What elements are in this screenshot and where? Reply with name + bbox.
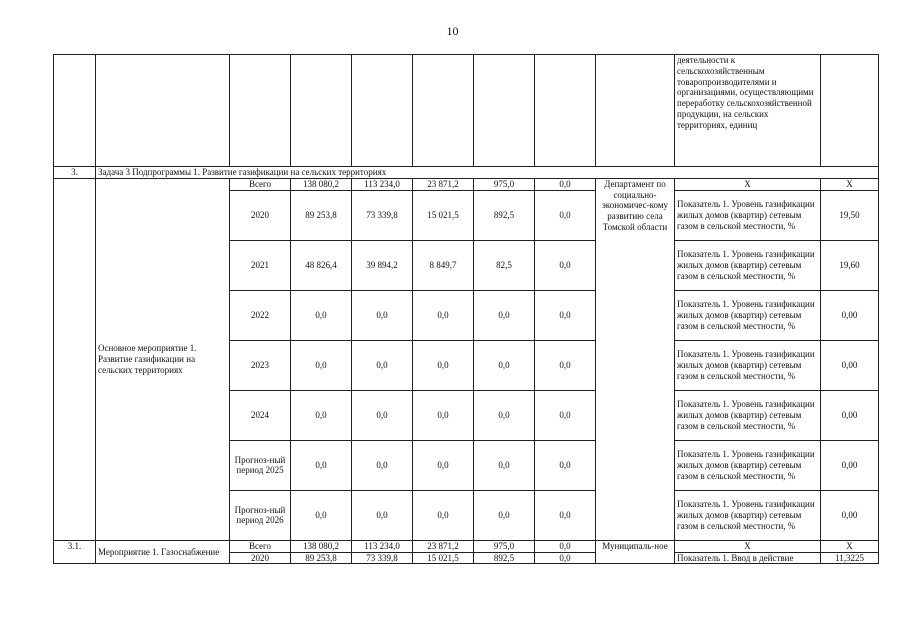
table-row — [54, 540, 879, 552]
federal-cell: 39 894,2 — [352, 240, 413, 290]
value-cell: 19,50 — [821, 190, 879, 240]
value-cell: 0,00 — [821, 290, 879, 340]
local-cell: 0,0 — [474, 390, 535, 440]
regional-cell: 0,0 — [413, 440, 474, 490]
task-row — [54, 167, 879, 179]
period-cell: Прогноз-ный период 2026 — [230, 490, 291, 540]
value-cell: 0,00 — [821, 390, 879, 440]
local-cell: 0,0 — [474, 290, 535, 340]
extra-cell: 0,0 — [535, 490, 596, 540]
period-cell: 2022 — [230, 290, 291, 340]
continuation-row — [54, 55, 879, 167]
regional-cell: 23 871,2 — [413, 178, 474, 190]
federal-cell: 0,0 — [352, 290, 413, 340]
federal-cell: 0,0 — [352, 340, 413, 390]
cell — [291, 55, 352, 167]
regional-cell: 23 871,2 — [413, 540, 474, 552]
extra-cell: 0,0 — [535, 340, 596, 390]
federal-cell: 0,0 — [352, 390, 413, 440]
extra-cell: 0,0 — [535, 190, 596, 240]
cell — [54, 178, 96, 540]
local-cell: 975,0 — [474, 178, 535, 190]
period-cell: 2021 — [230, 240, 291, 290]
extra-cell: 0,0 — [535, 178, 596, 190]
program-table — [53, 54, 879, 564]
period-cell: Всего — [230, 540, 291, 552]
extra-cell: 0,0 — [535, 390, 596, 440]
value-cell: 11,3225 — [821, 552, 879, 564]
federal-cell: 0,0 — [352, 440, 413, 490]
event-name: Мероприятие 1. Газоснабжение — [96, 540, 230, 564]
local-cell: 892,5 — [474, 190, 535, 240]
total-cell: 0,0 — [291, 490, 352, 540]
regional-cell: 0,0 — [413, 290, 474, 340]
total-cell: 89 253,8 — [291, 190, 352, 240]
total-cell: 0,0 — [291, 440, 352, 490]
value-cell: Х — [821, 540, 879, 552]
cell — [596, 55, 675, 167]
total-cell: 0,0 — [291, 290, 352, 340]
federal-cell: 73 339,8 — [352, 552, 413, 564]
value-cell: Х — [821, 178, 879, 190]
page-number: 10 — [446, 24, 459, 38]
value-cell: 0,00 — [821, 340, 879, 390]
cell — [54, 55, 96, 167]
cell — [535, 55, 596, 167]
period-cell: Прогноз-ный период 2025 — [230, 440, 291, 490]
total-cell: 89 253,8 — [291, 552, 352, 564]
event-number: 3.1. — [54, 540, 96, 564]
value-cell: 19,60 — [821, 240, 879, 290]
total-cell: 0,0 — [291, 390, 352, 440]
period-cell: 2020 — [230, 552, 291, 564]
period-cell: 2020 — [230, 190, 291, 240]
cell — [96, 55, 230, 167]
cell — [230, 55, 291, 167]
regional-cell: 15 021,5 — [413, 552, 474, 564]
extra-cell: 0,0 — [535, 552, 596, 564]
period-cell: 2023 — [230, 340, 291, 390]
regional-cell: 8 849,7 — [413, 240, 474, 290]
total-cell: 138 080,2 — [291, 178, 352, 190]
indicator-cell: Показатель 1. Уровень газификации жилых домов (квартир) сетевым газом в сельской местности, % — [675, 440, 821, 490]
regional-cell: 0,0 — [413, 340, 474, 390]
regional-cell: 0,0 — [413, 390, 474, 440]
extra-cell: 0,0 — [535, 240, 596, 290]
regional-cell: 0,0 — [413, 490, 474, 540]
indicator-cell: деятельности к сельскохозяйственным товаропроизводителями и организациями, осуществляющими переработку сельскохозяйственной продукции, на сельских территориях, единиц — [675, 55, 821, 167]
indicator-cell: Показатель 1. Уровень газификации жилых домов (квартир) сетевым газом в сельской местности, % — [675, 190, 821, 240]
total-cell: 0,0 — [291, 340, 352, 390]
task-number: 3. — [54, 167, 96, 179]
indicator-cell: Показатель 1. Уровень газификации жилых домов (квартир) сетевым газом в сельской местности, % — [675, 290, 821, 340]
federal-cell: 113 234,0 — [352, 540, 413, 552]
indicator-cell: Показатель 1. Уровень газификации жилых домов (квартир) сетевым газом в сельской местности, % — [675, 340, 821, 390]
total-cell: 138 080,2 — [291, 540, 352, 552]
indicator-cell: Х — [675, 178, 821, 190]
local-cell: 0,0 — [474, 440, 535, 490]
cell — [821, 55, 879, 167]
regional-cell: 15 021,5 — [413, 190, 474, 240]
indicator-cell: Показатель 1. Ввод в действие — [675, 552, 821, 564]
total-cell: 48 826,4 — [291, 240, 352, 290]
executor-cell: Муниципаль-ное — [596, 540, 675, 564]
indicator-cell: Х — [675, 540, 821, 552]
local-cell: 82,5 — [474, 240, 535, 290]
event-name: Основное мероприятие 1. Развитие газификации на сельских территориях — [96, 178, 230, 540]
federal-cell: 73 339,8 — [352, 190, 413, 240]
extra-cell: 0,0 — [535, 290, 596, 340]
federal-cell: 0,0 — [352, 490, 413, 540]
table-row — [54, 178, 879, 190]
period-cell: 2024 — [230, 390, 291, 440]
period-cell: Всего — [230, 178, 291, 190]
local-cell: 975,0 — [474, 540, 535, 552]
federal-cell: 113 234,0 — [352, 178, 413, 190]
indicator-cell: Показатель 1. Уровень газификации жилых домов (квартир) сетевым газом в сельской местности, % — [675, 490, 821, 540]
local-cell: 0,0 — [474, 340, 535, 390]
task-title: Задача 3 Подпрограммы 1. Развитие газификации на сельских территориях — [96, 167, 879, 179]
cell — [352, 55, 413, 167]
indicator-cell: Показатель 1. Уровень газификации жилых домов (квартир) сетевым газом в сельской местности, % — [675, 240, 821, 290]
cell — [474, 55, 535, 167]
extra-cell: 0,0 — [535, 540, 596, 552]
extra-cell: 0,0 — [535, 440, 596, 490]
local-cell: 892,5 — [474, 552, 535, 564]
indicator-cell: Показатель 1. Уровень газификации жилых домов (квартир) сетевым газом в сельской местности, % — [675, 390, 821, 440]
cell — [413, 55, 474, 167]
value-cell: 0,00 — [821, 490, 879, 540]
executor-cell: Департамент по социально-экономичес-кому развитию села Томской области — [596, 178, 675, 540]
value-cell: 0,00 — [821, 440, 879, 490]
local-cell: 0,0 — [474, 490, 535, 540]
